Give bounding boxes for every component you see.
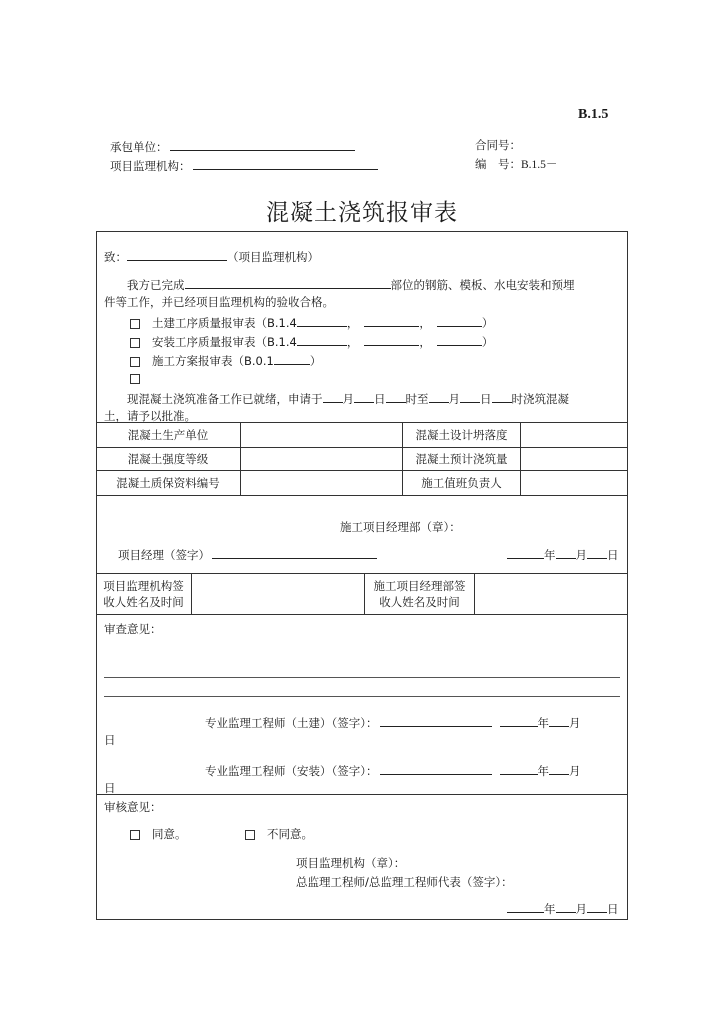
to-suffix: （项目监理机构）	[227, 250, 319, 264]
month-input[interactable]	[549, 714, 569, 727]
year-label: 年	[544, 548, 556, 562]
supervisor-receiver-label	[96, 573, 191, 614]
install-engineer-label: 专业监理工程师（安装）（签字）：	[205, 764, 378, 778]
contractor-receiver-input[interactable]	[475, 573, 628, 614]
install-engineer-sign	[205, 762, 581, 778]
comma: ，	[419, 335, 431, 349]
close-paren: ）	[481, 335, 494, 349]
org-seal-label: 项目监理机构（章）：	[296, 856, 406, 870]
civil-ref-input-3[interactable]	[437, 314, 482, 327]
attachment-other	[130, 371, 152, 385]
attachment-plan	[130, 352, 321, 368]
serial-no-field	[475, 157, 557, 172]
checkbox-other[interactable]	[130, 374, 140, 384]
pm-sign-input[interactable]	[212, 546, 377, 559]
info-label: 混凝土设计坍落度	[415, 427, 508, 442]
day-input[interactable]	[587, 546, 607, 559]
info-label: 混凝土质保资料编号	[116, 475, 220, 490]
request-text: 现混凝土浇筑准备工作已就绪，申请于	[127, 392, 323, 406]
slump-input[interactable]	[521, 422, 628, 447]
approval-date	[507, 900, 619, 916]
to-label: 致：	[104, 250, 127, 264]
info-label: 混凝土生产单位	[127, 427, 209, 442]
civil-ref-input-2[interactable]	[364, 314, 419, 327]
attachment-label: 安装工序质量报审表（B.1.4	[152, 335, 297, 349]
duty-manager-input[interactable]	[521, 470, 628, 495]
end-hour-input[interactable]	[492, 390, 512, 403]
install-ref-input-2[interactable]	[364, 333, 419, 346]
divider	[96, 495, 628, 496]
comma: ，	[346, 335, 359, 349]
completion-text-end: 部位的钢筋、模板、水电安装和预埋	[390, 278, 575, 292]
completion-line-2: 件等工作，并已经项目监理机构的验收合格。	[104, 295, 334, 309]
install-engineer-input[interactable]	[380, 762, 492, 775]
day-label: 日	[607, 548, 619, 562]
attachment-civil	[130, 314, 493, 330]
month-input[interactable]	[549, 762, 569, 775]
info-label: 混凝土强度等级	[127, 451, 209, 466]
month-input[interactable]	[556, 900, 576, 913]
checkbox-plan[interactable]	[130, 357, 140, 367]
contract-no-label: 合同号：	[475, 138, 521, 152]
to-line	[104, 248, 319, 264]
contractor-input[interactable]	[170, 138, 355, 151]
month-label: 月	[342, 392, 354, 406]
day-label: 日	[104, 733, 116, 747]
month-label: 月	[569, 716, 581, 730]
attachment-install	[130, 333, 493, 349]
civil-ref-input-1[interactable]	[297, 314, 347, 327]
year-label: 年	[537, 764, 549, 778]
year-label: 年	[537, 716, 549, 730]
start-hour-input[interactable]	[386, 390, 406, 403]
hour-label: 时	[405, 392, 417, 406]
contractor-label: 承包单位：	[110, 140, 168, 154]
label-line: 施工项目经理部签	[373, 578, 466, 593]
year-input[interactable]	[500, 762, 538, 775]
location-input[interactable]	[185, 276, 391, 289]
serial-no-label: 编 号：	[475, 157, 521, 171]
pm-sign-field	[118, 546, 377, 562]
info-label: 混凝土预计浇筑量	[415, 451, 508, 466]
strength-grade-input[interactable]	[241, 447, 402, 470]
pm-sign-label: 项目经理（签字）	[118, 548, 210, 562]
review-comment-line-2[interactable]	[104, 696, 620, 697]
page-title: 混凝土浇筑报审表	[266, 200, 458, 226]
checkbox-agree[interactable]	[130, 830, 140, 840]
plan-ref-input[interactable]	[274, 352, 310, 365]
month-label: 月	[448, 392, 460, 406]
divider	[96, 794, 628, 795]
checkbox-disagree[interactable]	[245, 830, 255, 840]
info-label: 施工值班负责人	[421, 475, 502, 490]
checkbox-civil[interactable]	[130, 319, 140, 329]
contractor-receiver-label	[365, 573, 474, 614]
month-input[interactable]	[556, 546, 576, 559]
form-code: B.1.5	[578, 107, 609, 122]
day-input[interactable]	[587, 900, 607, 913]
review-label: 审查意见：	[104, 622, 162, 636]
supervisor-receiver-input[interactable]	[192, 573, 364, 614]
month-label: 月	[569, 764, 581, 778]
civil-engineer-input[interactable]	[380, 714, 492, 727]
supervisor-org-input[interactable]	[193, 157, 378, 170]
month-label: 月	[575, 548, 587, 562]
start-day-input[interactable]	[354, 390, 374, 403]
year-input[interactable]	[507, 546, 544, 559]
label-line: 项目监理机构签	[103, 578, 184, 593]
day-label: 日	[104, 781, 116, 795]
install-ref-input-3[interactable]	[437, 333, 482, 346]
agree-label: 同意。	[152, 827, 187, 841]
close-paren: ）	[481, 316, 494, 330]
label-line: 收人姓名及时间	[103, 594, 184, 609]
approval-label: 审核意见：	[104, 800, 162, 814]
civil-engineer-label: 专业监理工程师（土建）（签字）：	[205, 716, 378, 730]
start-month-input[interactable]	[323, 390, 343, 403]
year-input[interactable]	[500, 714, 538, 727]
checkbox-install[interactable]	[130, 338, 140, 348]
to-input[interactable]	[127, 248, 227, 261]
supervisor-org-field	[110, 157, 378, 173]
request-line	[127, 390, 569, 406]
completion-line	[127, 276, 575, 292]
close-paren: ）	[309, 354, 322, 368]
to-word: 至	[417, 392, 429, 406]
supervisor-org-label: 项目监理机构：	[110, 159, 191, 173]
day-label: 日	[374, 392, 386, 406]
volume-input[interactable]	[521, 447, 628, 470]
disagree-option[interactable]	[245, 827, 313, 841]
serial-no-value: B.1.5－	[521, 159, 558, 171]
disagree-label: 不同意。	[267, 827, 313, 841]
request-line-2: 土，请予以批准。	[104, 409, 196, 423]
comma: ，	[346, 316, 359, 330]
end-day-input[interactable]	[460, 390, 480, 403]
attachment-label: 土建工序质量报审表（B.1.4	[152, 316, 297, 330]
year-label: 年	[544, 902, 556, 916]
pm-date	[507, 546, 619, 562]
attachment-label: 施工方案报审表（B.0.1	[152, 354, 274, 368]
label-line: 收人姓名及时间	[379, 594, 460, 609]
chief-sign-label: 总监理工程师/总监理工程师代表（签字）：	[296, 875, 513, 889]
divider	[96, 614, 628, 615]
comma: ，	[419, 316, 431, 330]
request-text-end: 时浇筑混凝	[511, 392, 569, 406]
end-month-input[interactable]	[429, 390, 449, 403]
dept-seal-label: 施工项目经理部（章）：	[340, 520, 461, 534]
day-label: 日	[480, 392, 492, 406]
month-label: 月	[575, 902, 587, 916]
agree-option[interactable]	[130, 827, 187, 841]
completion-text-start: 我方已完成	[127, 278, 185, 292]
civil-engineer-sign	[205, 714, 581, 730]
review-comment-line-1[interactable]	[104, 677, 620, 678]
year-input[interactable]	[507, 900, 544, 913]
contractor-field	[110, 138, 355, 154]
production-unit-input[interactable]	[241, 422, 402, 447]
day-label: 日	[607, 902, 619, 916]
install-ref-input-1[interactable]	[297, 333, 347, 346]
qa-doc-no-input[interactable]	[241, 470, 402, 495]
